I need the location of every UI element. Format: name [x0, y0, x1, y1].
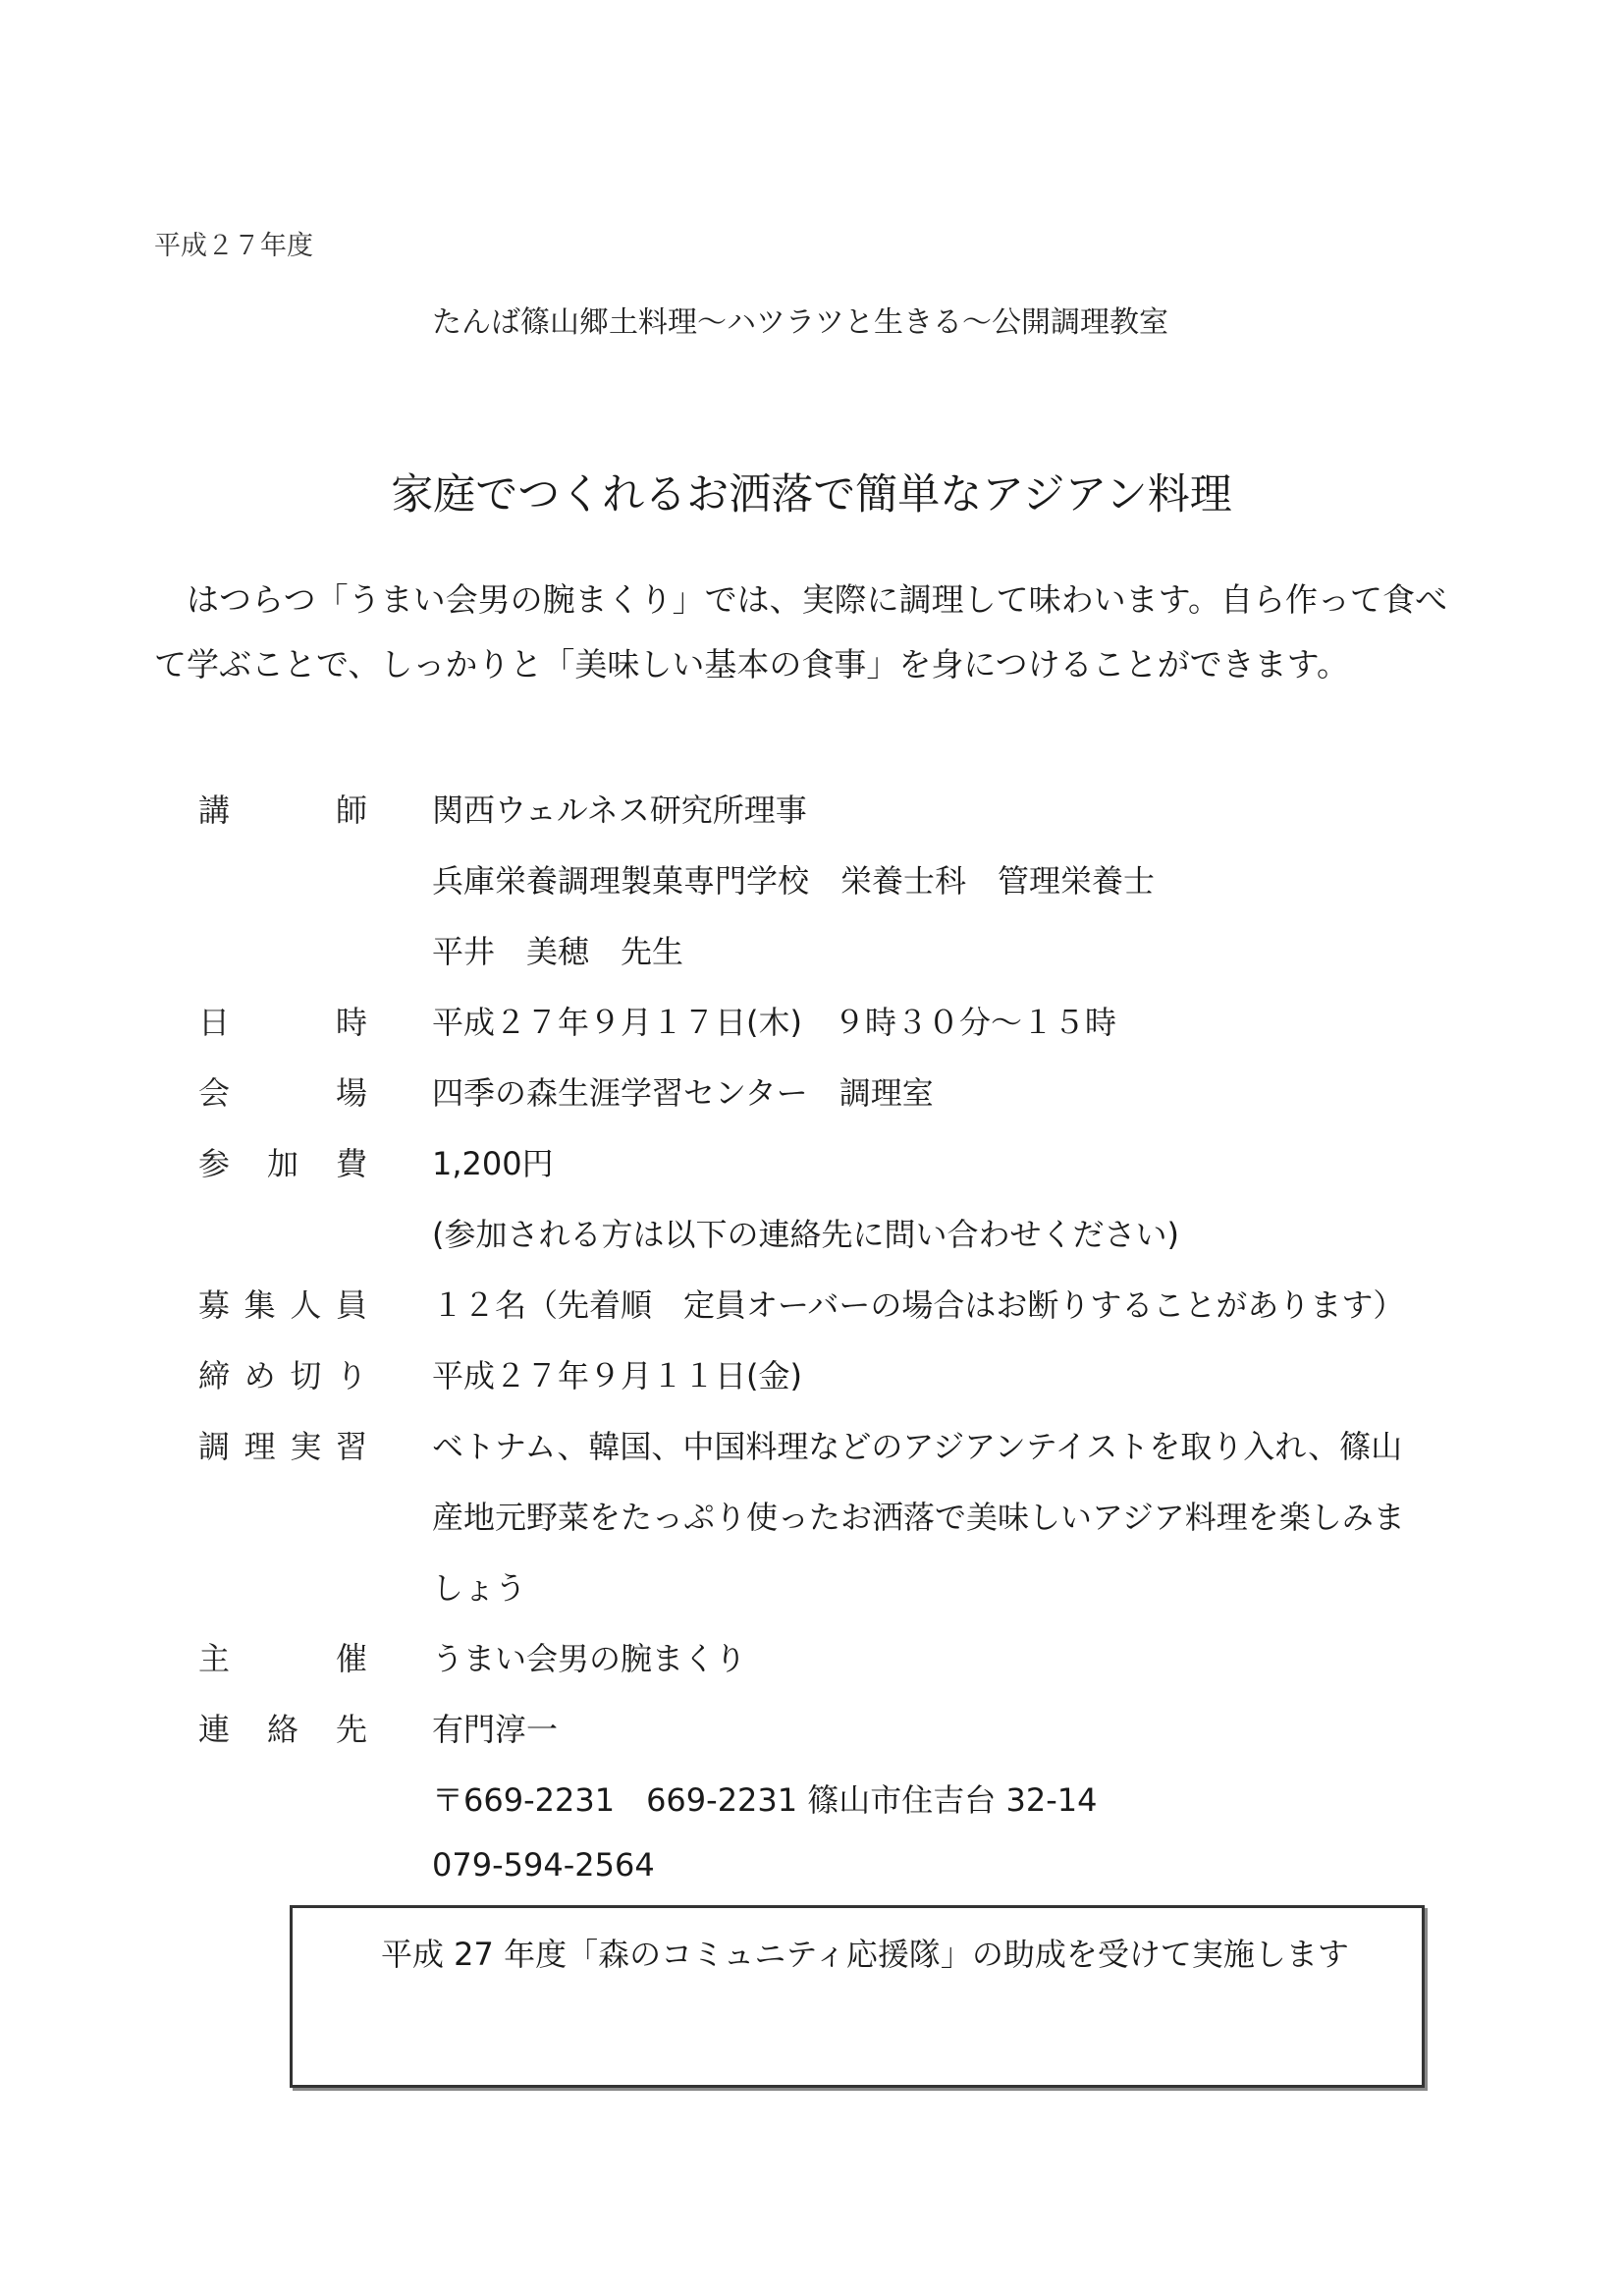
contact-address: 〒669-2231 669-2231 篠山市住吉台 32-14: [432, 1781, 1098, 1819]
organizer-row: [0, 1634, 1623, 1703]
deadline-label: 締 め 切 り: [198, 1357, 367, 1394]
organizer-value: うまい会男の腕まくり: [432, 1640, 747, 1677]
page-title: 家庭でつくれるお洒落で簡単なアジアン料理: [391, 470, 1232, 519]
venue-row: [0, 1068, 1623, 1137]
cooking-label: 調 理 実 習: [198, 1428, 367, 1465]
datetime-row: [0, 998, 1623, 1066]
venue-value: 四季の森生涯学習センター 調理室: [432, 1074, 934, 1112]
instructor-label: 講 師: [198, 792, 367, 829]
fee-note-row: [0, 1210, 1623, 1279]
cooking-row: [0, 1422, 1623, 1491]
contact-name: 有門淳一: [432, 1711, 559, 1748]
instructor-row-3: [0, 927, 1623, 996]
deadline-value: 平成２７年９月１１日(金): [432, 1357, 802, 1394]
datetime-value: 平成２７年９月１７日(木) ９時３０分～１５時: [432, 1004, 1116, 1041]
subtitle: たんば篠山郷土料理～ハツラツと生きる～公開調理教室: [432, 305, 1168, 340]
instructor-row-2: [0, 856, 1623, 925]
capacity-label: 募 集 人 員: [198, 1286, 367, 1324]
grant-notice-text: 平成 27 年度「森のコミュニティ応援隊」の助成を受けて実施します: [381, 1936, 1349, 1973]
instructor-line-3: 平井 美穂 先生: [432, 933, 684, 970]
grant-notice-box: [290, 1905, 1425, 2088]
fee-value: 1,200円: [432, 1145, 554, 1182]
organizer-label: 主 催: [198, 1640, 367, 1677]
contact-row: [0, 1705, 1623, 1774]
capacity-row: [0, 1281, 1623, 1349]
venue-label: 会 場: [198, 1074, 367, 1112]
cooking-line-3: しょう: [432, 1569, 527, 1607]
instructor-row: [0, 786, 1623, 854]
instructor-line-2: 兵庫栄養調理製菓専門学校 栄養士科 管理栄養士: [432, 862, 1156, 900]
fiscal-year: 平成２７年度: [154, 231, 313, 261]
contact-row-2: [0, 1776, 1623, 1844]
cooking-line-2: 産地元野菜をたっぷり使ったお洒落で美味しいアジア料理を楽しみま: [432, 1499, 1405, 1536]
intro-paragraph: はつらつ「うまい会男の腕まくり」では、実際に調理して味わいます。自ら作って食べて学ぶことで、しっかりと「美味しい基本の食事」を身につけることができます。: [154, 580, 1448, 683]
cooking-row-2: [0, 1493, 1623, 1561]
deadline-row: [0, 1351, 1623, 1420]
instructor-line-1: 関西ウェルネス研究所理事: [432, 792, 807, 829]
contact-phone: 079-594-2564: [432, 1846, 655, 1884]
capacity-value: １２名（先着順 定員オーバーの場合はお断りすることがあります）: [432, 1286, 1405, 1324]
datetime-label: 日 時: [198, 1004, 367, 1041]
fee-row: [0, 1139, 1623, 1208]
contact-label: 連 絡 先: [198, 1711, 367, 1748]
fee-label: 参 加 費: [198, 1145, 367, 1182]
cooking-row-3: [0, 1563, 1623, 1632]
cooking-line-1: ベトナム、韓国、中国料理などのアジアンテイストを取り入れ、篠山: [432, 1428, 1403, 1465]
fee-note: (参加される方は以下の連絡先に問い合わせください): [432, 1216, 1179, 1253]
